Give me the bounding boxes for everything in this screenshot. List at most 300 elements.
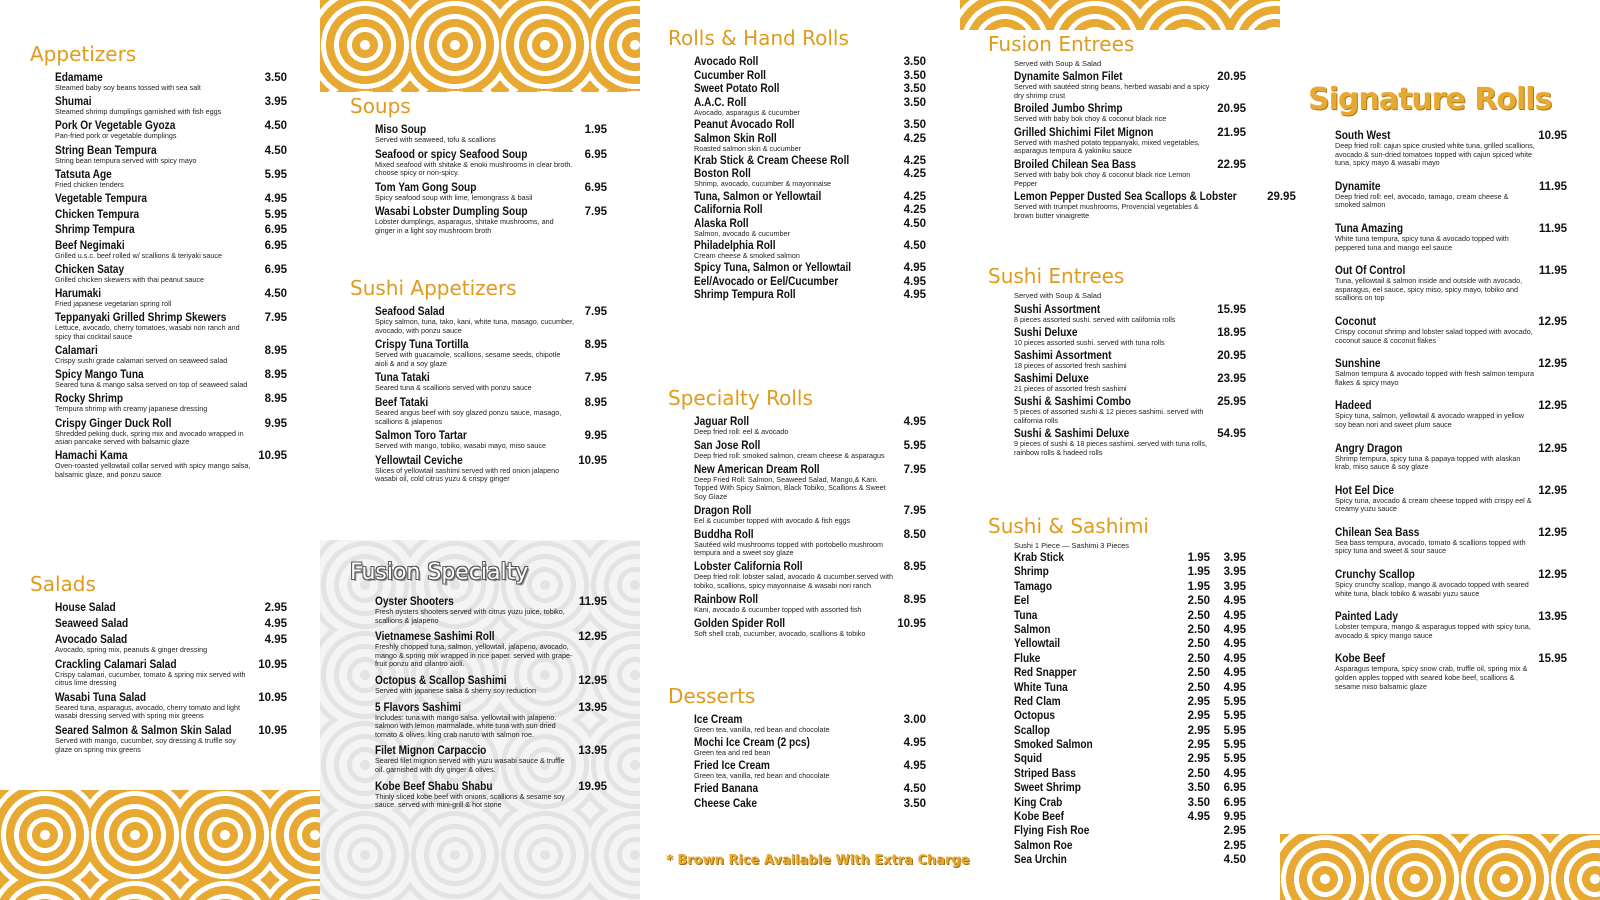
menu-item-description: 8 pieces assorted sushi. served with california rolls <box>1014 315 1176 324</box>
menu-item-name: Eel <box>1014 595 1030 608</box>
menu-item-name: Shumai <box>55 96 92 109</box>
sashimi-price: 5.95 <box>1223 739 1246 752</box>
menu-item-price: 3.50 <box>903 118 926 131</box>
menu-item-price: 11.95 <box>578 596 607 608</box>
menu-item-description: Spicy tuna, avocado & cream cheese topped with crispy eel & creamy yuzu sauce <box>1335 495 1532 514</box>
sashimi-price: 4.50 <box>1223 854 1246 867</box>
menu-item-price: 4.95 <box>903 760 926 773</box>
menu-item <box>1335 527 1567 556</box>
menu-item-description: 5 pieces of assorted sushi & 12 pieces sashimi. served with california rolls <box>1014 407 1204 425</box>
sushi-sashimi-row <box>1014 667 1246 681</box>
sashimi-price: 5.95 <box>1223 753 1246 766</box>
menu-item-price: 23.95 <box>1217 373 1246 386</box>
menu-item-description: Served with seaweed, tofu & scallions <box>375 135 496 144</box>
sushi-price <box>1174 825 1210 839</box>
sashimi-price: 2.95 <box>1223 839 1246 852</box>
menu-item-description: Asparagus tempura, spicy snow crab, truffle oil, spring mix & golden apples topped with seared kobe beef, scallions & sesame miso balsamic glaze <box>1335 664 1528 691</box>
menu-item <box>55 224 287 236</box>
menu-item-name: 5 Flavors Sashimi <box>375 701 462 714</box>
menu-item <box>694 191 926 203</box>
menu-item <box>694 276 926 288</box>
menu-item-name: Avocado Roll <box>694 56 759 68</box>
menu-item-description: Salmon, avocado & cucumber <box>694 228 790 238</box>
salads-list <box>55 602 287 758</box>
menu-item-price: 12.95 <box>1538 442 1567 455</box>
menu-item <box>1014 304 1246 325</box>
signature-rolls-list <box>1335 130 1567 704</box>
menu-item-name: Miso Soup <box>375 124 427 136</box>
sushi-sashimi-row <box>1014 696 1246 710</box>
menu-item <box>694 505 926 526</box>
menu-item <box>1335 611 1567 640</box>
sushi-sashimi-row <box>1014 710 1246 724</box>
menu-item-price: 18.95 <box>1217 327 1246 340</box>
menu-item-name: Smoked Salmon <box>1014 739 1093 752</box>
menu-item-name: Filet Mignon Carpaccio <box>375 745 487 758</box>
menu-item-price: 12.95 <box>578 631 607 644</box>
menu-item-name: New American Dream Roll <box>694 463 820 476</box>
menu-item-name: Striped Bass <box>1014 767 1076 780</box>
menu-item-name: Crunchy Scallop <box>1335 569 1415 582</box>
sushi-price: 2.95 <box>1187 739 1210 752</box>
menu-item <box>1014 159 1246 188</box>
menu-item-description: Sea bass tempura, avocado, tomato & scallions topped with spicy tuna and sweet & sour sauce <box>1335 537 1526 556</box>
section-title-appetizers: Appetizers <box>30 42 137 66</box>
menu-item-name: Kobe Beef <box>1014 811 1065 824</box>
sushi-sashimi-row <box>1014 682 1246 696</box>
menu-item-description: Seared tuna, asparagus, avocado, cherry tomato and light wasabi dressing served with spring mix greens <box>55 702 240 721</box>
menu-item-name: Salmon Skin Roll <box>694 132 777 145</box>
menu-item-price: 8.95 <box>264 393 287 406</box>
menu-item-description: 9 pieces of sushi & 18 pieces sashimi. served with tuna rolls, rainbow rolls & hadeed rolls <box>1014 439 1207 457</box>
menu-item-name: Harumaki <box>55 288 102 301</box>
menu-item <box>694 83 926 95</box>
menu-item-price: 15.95 <box>1538 653 1567 666</box>
specialty-rolls-list <box>694 416 926 642</box>
menu-item-description: Seared filet mignon served with yuzu wasabi sauce & truffle oil. garnished with dry ginger & olives. <box>375 756 565 774</box>
menu-item-name: Cheese Cake <box>694 797 758 810</box>
menu-item <box>1014 327 1246 348</box>
menu-item-price: 10.95 <box>258 658 287 671</box>
menu-item-price: 11.95 <box>1538 265 1567 278</box>
menu-item-price: 4.95 <box>903 737 926 750</box>
menu-item-name: Squid <box>1014 753 1043 766</box>
menu-item <box>694 440 926 461</box>
menu-item-name: Wasabi Tuna Salad <box>55 691 147 704</box>
menu-item-name: Broiled Jumbo Shrimp <box>1014 103 1123 116</box>
menu-item-name: Philadelphia Roll <box>694 239 776 252</box>
menu-item-price: 12.95 <box>1538 358 1567 371</box>
sashimi-price: 4.95 <box>1223 609 1246 622</box>
sushi-price: 2.50 <box>1187 595 1210 608</box>
sushi-price: 2.50 <box>1187 638 1210 651</box>
menu-item <box>55 725 287 754</box>
menu-item-description: Oven-roasted yellowtail collar served with spicy mango salsa, balsamic glaze, and ponzu sauce <box>55 461 251 479</box>
menu-item-name: Sweet Potato Roll <box>694 83 780 96</box>
menu-item <box>694 529 926 558</box>
menu-item-description: Served with baby bok choy & coconut black rice <box>1014 114 1167 124</box>
swirl-pattern-bottom-col5 <box>1280 834 1600 900</box>
menu-item-name: Yellowtail Ceviche <box>375 454 463 467</box>
menu-item-name: Cucumber Roll <box>694 69 766 82</box>
menu-item <box>694 714 926 735</box>
menu-item <box>375 596 607 625</box>
menu-item-price: 10.95 <box>897 617 926 630</box>
sushi-entrees-list <box>1014 304 1246 460</box>
menu-item-name: House Salad <box>55 602 116 614</box>
menu-item <box>55 193 287 205</box>
menu-item <box>694 155 926 167</box>
menu-item-name: Sashimi Assortment <box>1014 350 1112 363</box>
menu-item-price: 4.95 <box>903 262 926 275</box>
menu-item-price: 4.95 <box>264 634 287 646</box>
menu-item-name: Flying Fish Roe <box>1014 825 1090 838</box>
menu-item-name: Tuna, Salmon or Yellowtail <box>694 190 822 203</box>
menu-item-name: Tamago <box>1014 580 1053 593</box>
sashimi-price: 3.95 <box>1223 580 1246 593</box>
menu-item-name: Jaguar Roll <box>694 416 750 428</box>
menu-item-price: 5.95 <box>903 439 926 452</box>
menu-item-price: 13.95 <box>578 701 607 714</box>
menu-item-description: Steamed shrimp dumplings garnished with fish eggs <box>55 107 222 117</box>
menu-item <box>1335 443 1567 472</box>
menu-item <box>55 312 287 341</box>
menu-item <box>55 72 287 93</box>
menu-item-name: Red Clam <box>1014 695 1061 708</box>
menu-item-description: Seared tuna & scallions served with ponzu sauce <box>375 383 532 393</box>
sushi-price: 2.95 <box>1187 724 1210 737</box>
menu-item-price: 29.95 <box>1267 191 1296 204</box>
menu-item-name: White Tuna <box>1014 681 1068 694</box>
sushi-price <box>1174 854 1210 868</box>
menu-item <box>375 702 607 740</box>
sushi-price: 4.95 <box>1187 811 1210 824</box>
menu-item-name: Boston Roll <box>694 168 751 181</box>
menu-item-description: Kani, avocado & cucumber topped with assorted fish <box>694 604 862 614</box>
menu-item <box>1335 653 1567 691</box>
menu-item <box>1014 350 1246 371</box>
menu-item-name: Painted Lady <box>1335 611 1398 624</box>
swirl-pattern-bottom-col1 <box>0 790 320 900</box>
menu-item-price: 25.95 <box>1217 396 1246 409</box>
menu-item <box>694 760 926 781</box>
menu-item-name: Sweet Shrimp <box>1014 782 1081 795</box>
sushi-sashimi-row <box>1014 825 1246 839</box>
menu-item <box>694 119 926 131</box>
menu-item-name: Shrimp <box>1014 566 1049 579</box>
menu-item-price: 4.25 <box>903 132 926 145</box>
brown-rice-note: * Brown Rice Available With Extra Charge <box>666 853 970 868</box>
menu-item-name: Broiled Chilean Sea Bass <box>1014 158 1137 171</box>
menu-item-description: Fried japanese vegetarian spring roll <box>55 299 172 309</box>
menu-item-price: 1.95 <box>584 124 607 136</box>
menu-item-description: Lobster tempura, mango & asparagus topped with spicy tuna, avocado & spicy mango sauce <box>1335 622 1531 640</box>
menu-item <box>55 393 287 414</box>
menu-item-name: Fluke <box>1014 652 1041 665</box>
sushi-appetizers-list <box>375 306 607 488</box>
menu-item-price: 7.95 <box>903 504 926 517</box>
menu-item <box>375 631 607 669</box>
menu-item-description: Freshly chopped tuna, salmon, yellowtail, jalapeno, avocado, mango & spring mix wrapped in rice paper. served with grape-fruit ponzu and cilantro aioli. <box>375 642 573 669</box>
menu-item-price: 13.95 <box>578 745 607 758</box>
menu-item-price: 3.50 <box>903 69 926 82</box>
menu-item-price: 8.95 <box>903 593 926 606</box>
menu-item-name: Salmon <box>1014 623 1051 636</box>
appetizers-list <box>55 72 287 483</box>
menu-item-description: Served with mashed potato teppanyaki, mixed vegetables, asparagus tempura & yakiniku sauce <box>1014 137 1200 156</box>
menu-item <box>1014 191 1296 220</box>
menu-item-name: Tuna Tataki <box>375 372 430 385</box>
menu-item-price: 10.95 <box>258 724 287 737</box>
menu-item-name: Kobe Beef <box>1335 653 1386 666</box>
sushi-sashimi-row <box>1014 595 1246 609</box>
menu-item <box>1335 265 1567 303</box>
menu-item-description: Eel & cucumber topped with avocado & fish eggs <box>694 515 851 525</box>
menu-item-name: Seared Salmon & Salmon Skin Salad <box>55 724 232 737</box>
section-title-sushi-entrees: Sushi Entrees <box>988 264 1125 288</box>
menu-item-name: Tuna Amazing <box>1335 222 1404 235</box>
sushi-price: 2.50 <box>1187 681 1210 694</box>
menu-item-name: Pork Or Vegetable Gyoza <box>55 120 176 133</box>
menu-item-price: 9.95 <box>584 430 607 443</box>
menu-item-price: 8.50 <box>903 528 926 541</box>
sashimi-price: 4.95 <box>1223 595 1246 608</box>
menu-item-price: 4.95 <box>903 275 926 288</box>
menu-item-name: Yellowtail <box>1014 638 1061 651</box>
sushi-sashimi-row <box>1014 653 1246 667</box>
menu-item-description: Shrimp, avocado, cucumber & mayonnaise <box>694 179 832 189</box>
menu-item-description: Shredded peking duck, spring mix and avocado wrapped in asian pancake served with balsamic glaze <box>55 428 244 447</box>
sashimi-price: 3.95 <box>1223 552 1246 564</box>
menu-item-description: Served with trumpet mushrooms, Provencial vegetables & brown butter vinaigrette <box>1014 202 1199 220</box>
fusion-entrees-note: Served with Soup & Salad <box>1014 59 1102 68</box>
menu-item <box>1335 485 1567 514</box>
menu-item-description: Cream cheese & smoked salmon <box>694 250 800 260</box>
section-title-specialty-rolls: Specialty Rolls <box>668 386 813 410</box>
menu-item <box>375 397 607 426</box>
menu-item-description: Tuna, yellowtail & salmon inside and outside with avocado, asparagus, eel sauce, spicy miso, spicy mayo, tobiko and scallions on top <box>1335 276 1523 303</box>
menu-item <box>694 204 926 216</box>
section-title-sushi-appetizers: Sushi Appetizers <box>350 276 517 300</box>
menu-item-name: Tuna <box>1014 609 1038 622</box>
menu-item <box>55 659 287 688</box>
menu-item <box>55 145 287 166</box>
menu-item-name: California Roll <box>694 204 763 217</box>
menu-item-price: 4.95 <box>264 618 287 630</box>
sushi-sashimi-row <box>1014 581 1246 595</box>
sashimi-price: 4.95 <box>1223 767 1246 780</box>
menu-item <box>694 262 926 274</box>
menu-item-description: 21 pieces of assorted fresh sashimi <box>1014 384 1127 394</box>
menu-item-description: Green tea, vanilla, red bean and chocolate <box>694 725 830 734</box>
sushi-sashimi-row <box>1014 811 1246 825</box>
menu-item-name: Alaska Roll <box>694 217 749 230</box>
sashimi-price: 5.95 <box>1223 724 1246 737</box>
menu-item-price: 6.95 <box>264 239 287 252</box>
sashimi-price: 4.95 <box>1223 623 1246 636</box>
menu-item-price: 6.95 <box>584 181 607 194</box>
menu-item-name: Crispy Tuna Tortilla <box>375 339 469 352</box>
sushi-price: 3.50 <box>1187 782 1210 795</box>
menu-item-price: 3.50 <box>264 72 287 84</box>
menu-item-price: 7.95 <box>584 206 607 219</box>
menu-item <box>1335 569 1567 598</box>
sushi-sashimi-row <box>1014 782 1246 796</box>
menu-item-price: 4.25 <box>903 190 926 203</box>
sashimi-price: 6.95 <box>1223 782 1246 795</box>
menu-item-name: Sushi Deluxe <box>1014 327 1078 340</box>
menu-item <box>55 96 287 117</box>
menu-item-description: Served with guacamole, scallions, sesame seeds, chipotle aioli & and a soy glaze <box>375 350 561 368</box>
menu-item-name: Hot Eel Dice <box>1335 484 1395 497</box>
sashimi-price: 6.95 <box>1223 796 1246 809</box>
menu-item <box>694 97 926 118</box>
menu-item-price: 12.95 <box>1538 315 1567 328</box>
menu-item-price: 8.95 <box>903 561 926 574</box>
fusion-entrees-list <box>1014 71 1296 223</box>
menu-item <box>375 149 607 178</box>
menu-item-description: Served with mango, tobiko, wasabi mayo, miso sauce <box>375 441 546 451</box>
menu-item-price: 8.95 <box>584 339 607 352</box>
menu-item <box>375 339 607 368</box>
menu-item-name: Avocado Salad <box>55 634 128 646</box>
section-title-fusion-specialty: Fusion Specialty <box>350 560 529 585</box>
menu-item <box>375 206 607 235</box>
sushi-price <box>1174 840 1210 854</box>
menu-item-name: Spicy Mango Tuna <box>55 369 144 382</box>
sushi-sashimi-row <box>1014 624 1246 638</box>
menu-item <box>1014 428 1246 457</box>
menu-item-name: Sashimi Deluxe <box>1014 373 1089 386</box>
menu-item-price: 4.50 <box>264 288 287 301</box>
menu-item-description: Lettuce, avocado, cherry tomatoes, wasabi nori ranch and spicy thai cocktail sauce <box>55 323 240 341</box>
menu-item-price: 4.50 <box>903 783 926 796</box>
menu-item-price: 4.50 <box>264 120 287 133</box>
menu-item-description: Mixed seafood with shitake & enoki mushrooms in clear broth. choose spicy or non-spicy. <box>375 159 573 178</box>
menu-item <box>694 70 926 82</box>
menu-item-description: Green tea and red bean <box>694 748 771 758</box>
menu-item-price: 12.95 <box>578 674 607 687</box>
menu-item <box>55 169 287 190</box>
menu-item <box>55 120 287 141</box>
menu-item-description: Deep fried roll: lobster salad, avocado & cucumber.served with tobiko, scallions, spicy mayonnaise & wasabi nori ranch <box>694 572 893 590</box>
sashimi-price: 9.95 <box>1223 811 1246 824</box>
menu-item-price: 20.95 <box>1217 350 1246 363</box>
sashimi-price: 3.95 <box>1223 566 1246 579</box>
sushi-price: 2.95 <box>1187 710 1210 723</box>
menu-item-name: String Bean Tempura <box>55 144 157 157</box>
menu-item <box>55 240 287 261</box>
menu-item <box>55 264 287 285</box>
menu-item-price: 21.95 <box>1217 126 1246 139</box>
menu-item-price: 20.95 <box>1217 103 1246 116</box>
menu-item-description: 10 pieces assorted sushi. served with tuna rolls <box>1014 338 1165 348</box>
menu-item-description: Grilled chicken skewers with thai peanut sauce <box>55 274 205 284</box>
sushi-sashimi-row <box>1014 566 1246 580</box>
menu-item-price: 4.25 <box>903 154 926 167</box>
soups-list <box>375 124 607 240</box>
menu-item-name: Sea Urchin <box>1014 854 1067 867</box>
section-title-rolls: Rolls & Hand Rolls <box>668 26 849 50</box>
menu-item-name: Coconut <box>1335 315 1377 328</box>
menu-item-name: Beef Tataki <box>375 396 429 409</box>
menu-item-name: Oyster Shooters <box>375 596 454 608</box>
sashimi-price: 4.95 <box>1223 638 1246 651</box>
menu-item-price: 7.95 <box>264 312 287 325</box>
menu-item-price: 10.95 <box>258 691 287 704</box>
sushi-sashimi-row <box>1014 725 1246 739</box>
sushi-sashimi-row <box>1014 854 1246 868</box>
sushi-price: 2.95 <box>1187 695 1210 708</box>
menu-item-price: 7.95 <box>584 372 607 385</box>
menu-item <box>55 618 287 630</box>
menu-item-price: 13.95 <box>1538 611 1567 624</box>
menu-item-price: 3.50 <box>903 96 926 109</box>
menu-item-description: Spicy crunchy scallop, mango & avocado topped with seared white tuna, black tobiko & wasabi yuzu sauce <box>1335 580 1529 598</box>
menu-item <box>694 737 926 758</box>
sashimi-price: 5.95 <box>1223 710 1246 723</box>
sushi-sashimi-row <box>1014 797 1246 811</box>
menu-item <box>694 240 926 261</box>
sushi-sashimi-row <box>1014 610 1246 624</box>
section-title-soups: Soups <box>350 94 411 118</box>
menu-item-price: 4.50 <box>903 217 926 230</box>
menu-item-description: Roasted salmon skin & cucumber <box>694 143 802 153</box>
menu-item-name: King Crab <box>1014 796 1063 809</box>
menu-item-name: Dynamite Salmon Filet <box>1014 71 1123 83</box>
menu-item-name: Hadeed <box>1335 400 1372 413</box>
section-title-salads: Salads <box>30 572 96 596</box>
menu-item <box>694 798 926 810</box>
sushi-price: 1.95 <box>1187 552 1210 564</box>
menu-item-price: 12.95 <box>1538 400 1567 413</box>
menu-item <box>55 345 287 366</box>
menu-item <box>55 209 287 221</box>
menu-item-description: Steamed baby soy beans tossed with sea salt <box>55 83 201 92</box>
menu-item-price: 19.95 <box>578 780 607 793</box>
menu-item-name: Spicy Tuna, Salmon or Yellowtail <box>694 262 852 275</box>
menu-item <box>1335 181 1567 210</box>
menu-item-price: 10.95 <box>1538 130 1567 142</box>
menu-item-description: Crispy calamari, cucumber, tomato & spring mix served with citrus lime dressing <box>55 669 246 688</box>
menu-item-description: White tuna tempura, spicy tuna & avocado topped with peppered tuna and mango eel sauce <box>1335 233 1509 252</box>
menu-item-name: Crackling Calamari Salad <box>55 658 177 671</box>
sushi-price: 2.50 <box>1187 623 1210 636</box>
menu-item-name: Rocky Shrimp <box>55 393 124 406</box>
menu-item-name: Octopus & Scallop Sashimi <box>375 674 507 687</box>
menu-item-name: Chicken Tempura <box>55 208 140 221</box>
menu-item-description: Deep fried roll: eel, avocado, tamago, cream cheese & smoked salmon <box>1335 191 1509 210</box>
menu-item-price: 4.50 <box>264 144 287 157</box>
sushi-price: 2.50 <box>1187 767 1210 780</box>
menu-item-price: 6.95 <box>584 148 607 161</box>
menu-item <box>694 594 926 615</box>
menu-item <box>375 781 607 810</box>
menu-item-price: 7.95 <box>584 306 607 318</box>
menu-item <box>1335 130 1567 168</box>
menu-item-name: A.A.C. Roll <box>694 96 747 109</box>
menu-item-name: Seafood or spicy Seafood Soup <box>375 148 528 161</box>
menu-item-description: String bean tempura served with spicy mayo <box>55 155 197 165</box>
menu-item-price: 20.95 <box>1217 71 1246 83</box>
menu-item-description: Tempura shrimp with creamy japanese dressing <box>55 404 208 414</box>
sushi-sashimi-row <box>1014 768 1246 782</box>
menu-item <box>694 168 926 189</box>
sashimi-price: 2.95 <box>1223 825 1246 838</box>
menu-item <box>55 369 287 390</box>
menu-item-price: 4.50 <box>903 239 926 252</box>
menu-item <box>375 124 607 145</box>
